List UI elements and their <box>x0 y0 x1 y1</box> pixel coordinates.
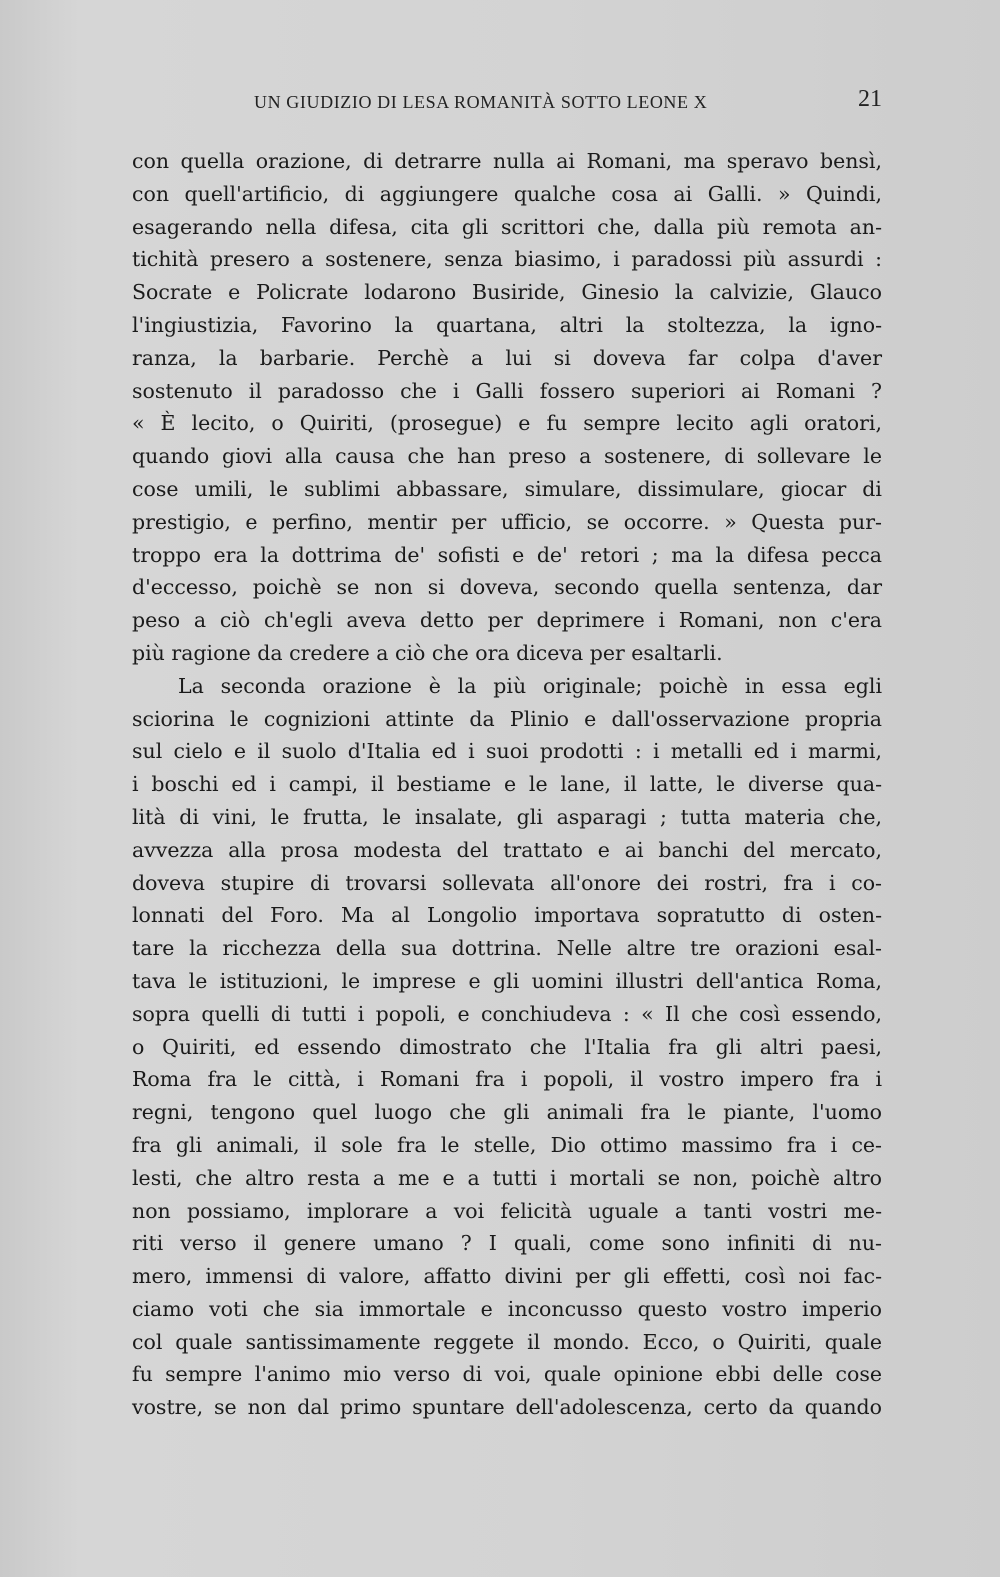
paragraph-start-line: La seconda orazione è la più originale; poichè in essa egli <box>178 673 882 698</box>
text-line: sostenuto il paradosso che i Galli fossero superiori ai Romani ? <box>132 378 882 403</box>
text-line: ciamo voti che sia immortale e inconcusso questo vostro imperio <box>132 1296 882 1321</box>
body-text <box>132 145 882 1424</box>
text-line: mero, immensi di valore, affatto divini per gli effetti, così noi fac- <box>132 1264 882 1289</box>
text-line: Roma fra le città, i Romani fra i popoli, il vostro impero fra i <box>132 1067 882 1092</box>
paragraph-end-line: più ragione da credere a ciò che ora diceva per esaltarli. <box>132 640 723 665</box>
text-line: lesti, che altro resta a me e a tutti i mortali se non, poichè altro <box>132 1165 882 1190</box>
page-header <box>132 86 882 126</box>
text-line: con quell'artificio, di aggiungere qualche cosa ai Galli. » Quindi, <box>132 181 882 206</box>
text-line: vostre, se non dal primo spuntare dell'adolescenza, certo da quando <box>132 1395 882 1420</box>
text-line: sopra quelli di tutti i popoli, e conchiudeva : « Il che così essendo, <box>132 1001 882 1026</box>
text-line: i boschi ed i campi, il bestiame e le lane, il latte, le diverse qua- <box>132 772 882 797</box>
running-title: UN GIUDIZIO DI LESA ROMANITÀ SOTTO LEONE X <box>254 92 708 112</box>
text-line: esagerando nella difesa, cita gli scrittori che, dalla più remota an- <box>132 214 882 239</box>
text-line: peso a ciò ch'egli aveva detto per deprimere i Romani, non c'era <box>132 608 882 633</box>
text-line: l'ingiustizia, Favorino la quartana, altri la stoltezza, la igno- <box>132 312 882 337</box>
text-line: regni, tengono quel luogo che gli animali fra le piante, l'uomo <box>132 1100 882 1125</box>
text-line: lità di vini, le frutta, le insalate, gli asparagi ; tutta materia che, <box>132 804 882 829</box>
text-line: Socrate e Policrate lodarono Busiride, Ginesio la calvizie, Glauco <box>132 280 882 305</box>
text-line: d'eccesso, poichè se non si doveva, secondo quella sentenza, dar <box>132 575 882 600</box>
page-number: 21 <box>858 86 882 112</box>
text-line: fu sempre l'animo mio verso di voi, quale opinione ebbi delle cose <box>132 1362 882 1387</box>
text-line: prestigio, e perfino, mentir per ufficio, se occorre. » Questa pur- <box>132 509 882 534</box>
text-line: riti verso il genere umano ? I quali, come sono infiniti di nu- <box>132 1231 882 1256</box>
text-line: sul cielo e il suolo d'Italia ed i suoi prodotti : i metalli ed i marmi, <box>132 739 882 764</box>
text-line: fra gli animali, il sole fra le stelle, Dio ottimo massimo fra i ce- <box>132 1132 882 1157</box>
text-line: troppo era la dottrima de' sofisti e de' retori ; ma la difesa pecca <box>132 542 882 567</box>
text-line: tichità presero a sostenere, senza biasimo, i paradossi più assurdi : <box>132 247 882 272</box>
text-line: « È lecito, o Quiriti, (prosegue) e fu sempre lecito agli oratori, <box>132 411 882 436</box>
text-line: col quale santissimamente reggete il mondo. Ecco, o Quiriti, quale <box>132 1329 882 1354</box>
text-line: non possiamo, implorare a voi felicità uguale a tanti vostri me- <box>132 1198 882 1223</box>
text-line: o Quiriti, ed essendo dimostrato che l'Italia fra gli altri paesi, <box>132 1034 882 1059</box>
text-line: tava le istituzioni, le imprese e gli uomini illustri dell'antica Roma, <box>132 968 882 993</box>
text-line: doveva stupire di trovarsi sollevata all'onore dei rostri, fra i co- <box>132 870 882 895</box>
text-line: ranza, la barbarie. Perchè a lui si doveva far colpa d'aver <box>132 345 882 370</box>
text-line: lonnati del Foro. Ma al Longolio importava sopratutto di osten- <box>132 903 882 928</box>
text-line: sciorina le cognizioni attinte da Plinio e dall'osservazione propria <box>132 706 882 731</box>
text-line: cose umili, le sublimi abbassare, simulare, dissimulare, giocar di <box>132 476 882 501</box>
text-line: avvezza alla prosa modesta del trattato e ai banchi del mercato, <box>132 837 882 862</box>
text-line: tare la ricchezza della sua dottrina. Nelle altre tre orazioni esal- <box>132 936 882 961</box>
text-line: quando giovi alla causa che han preso a sostenere, di sollevare le <box>132 444 882 469</box>
text-line: con quella orazione, di detrarre nulla ai Romani, ma speravo bensì, <box>132 149 882 173</box>
